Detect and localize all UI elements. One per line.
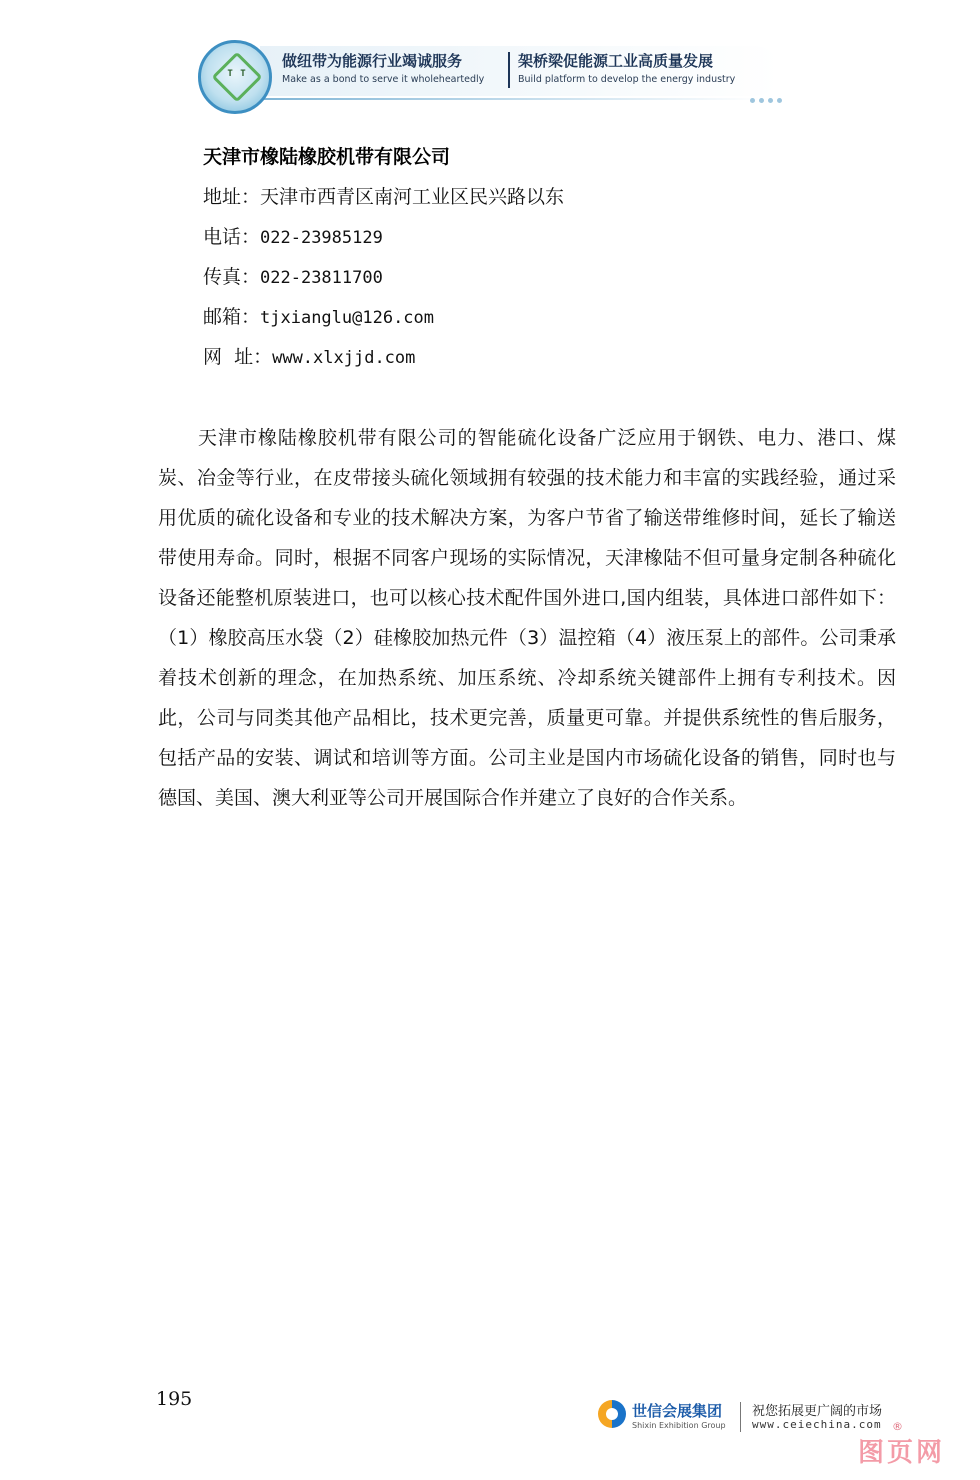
watermark: 图页网 bbox=[858, 1438, 946, 1468]
footer-url: www.ceiechina.com bbox=[752, 1418, 882, 1431]
fax-value: 022-23811700 bbox=[260, 268, 383, 288]
phone-label: 电话： bbox=[203, 226, 261, 248]
email-line bbox=[203, 302, 434, 329]
website-label: 网 址： bbox=[203, 346, 273, 368]
slogan-left: 做纽带为能源行业竭诚服务 bbox=[282, 52, 463, 70]
address-value: 天津市西青区南河工业区民兴路以东 bbox=[260, 186, 565, 208]
company-name: 天津市橡陆橡胶机带有限公司 bbox=[203, 146, 451, 168]
association-logo bbox=[198, 40, 272, 114]
page-number: 195 bbox=[156, 1388, 193, 1410]
slogan-separator bbox=[508, 52, 510, 88]
shixin-logo-icon bbox=[598, 1400, 626, 1428]
phone-line bbox=[203, 222, 383, 249]
website-line bbox=[203, 342, 415, 369]
fax-line bbox=[203, 262, 383, 289]
logo-text: T T bbox=[227, 69, 247, 79]
page-header bbox=[190, 38, 790, 122]
registered-mark: ® bbox=[892, 1420, 903, 1433]
fax-label: 传真： bbox=[203, 266, 261, 288]
footer-separator bbox=[740, 1402, 741, 1432]
email-label: 邮箱： bbox=[203, 306, 261, 328]
address-line bbox=[203, 182, 564, 209]
header-underline bbox=[260, 98, 760, 100]
email-value: tjxianglu@126.com bbox=[260, 308, 435, 328]
decorative-dots bbox=[750, 88, 786, 107]
footer-brand-en: Shixin Exhibition Group bbox=[632, 1421, 726, 1430]
slogan-en-left: Make as a bond to serve it wholeheartedly bbox=[282, 74, 485, 85]
slogan-en-right: Build platform to develop the energy industry bbox=[518, 74, 736, 85]
company-description: 天津市橡陆橡胶机带有限公司的智能硫化设备广泛应用于钢铁、电力、港口、煤炭、冶金等行业，在皮带接头硫化领域拥有较强的技术能力和丰富的实践经验，通过采用优质的硫化设备和专业的技术解决方案，为客户节省了输送带维修时间，延长了输送带使用寿命。同时，根据不同客户现场的实际情况，天津橡陆不但可量身定制各种硫化设备还能整机原装进口，也可以核心技术配件国外进口,国内组装，具体进口部件如下：（1）橡胶高压水袋（2）硅橡胶加热元件（3）温控箱（4）液压泵上的部件。公司秉承着技术创新的理念，在加热系统、加压系统、冷却系统关键部件上拥有专利技术。因此，公司与同类其他产品相比，技术更完善，质量更可靠。并提供系统性的售后服务，包括产品的安装、调试和培训等方面。公司主业是国内市场硫化设备的销售，同时也与德国、美国、澳大利亚等公司开展国际合作并建立了良好的合作关系。 bbox=[158, 427, 896, 809]
website-value: www.xlxjjd.com bbox=[272, 348, 416, 368]
footer-brand: 世信会展集团 bbox=[632, 1402, 723, 1420]
phone-value: 022-23985129 bbox=[260, 228, 383, 248]
address-label: 地址： bbox=[203, 186, 261, 208]
footer-tagline: 祝您拓展更广阔的市场 bbox=[752, 1404, 883, 1419]
slogan-right: 架桥梁促能源工业高质量发展 bbox=[518, 52, 714, 70]
